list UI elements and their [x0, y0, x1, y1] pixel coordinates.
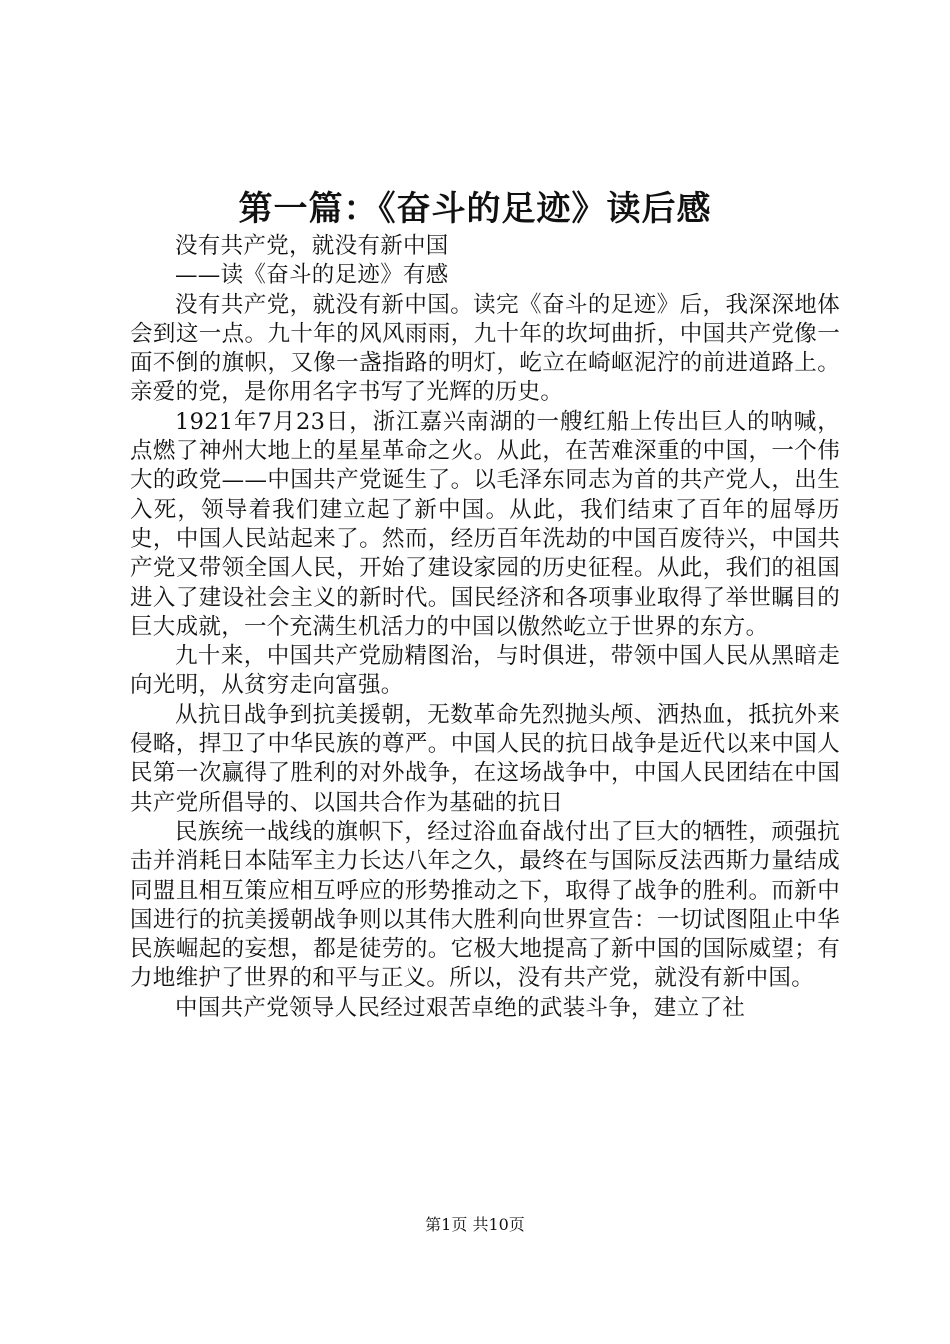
body-paragraph: 中国共产党领导人民经过艰苦卓绝的武装斗争，建立了社	[175, 994, 746, 1021]
page-footer: 第1页 共10页	[425, 1215, 525, 1234]
document-body	[130, 232, 840, 1023]
body-paragraph: 民族统一战线的旗帜下，经过浴血奋战付出了巨大的牺牲，顽强抗击并消耗日本陆军主力长达八年之久，最终在与国际反法西斯力量结成同盟且相互策应相互呼应的形势推动之下，取得了战争的胜利。而新中国进行的抗美援朝战争则以其伟大胜利向世界宣告：一切试图阻止中华民族崛起的妄想，都是徒劳的。它极大地提高了新中国的国际威望；有力地维护了世界的和平与正义。所以，没有共产党，就没有新中国。	[130, 818, 840, 992]
body-paragraph: 从抗日战争到抗美援朝，无数革命先烈抛头颅、洒热血，抵抗外来侵略，捍卫了中华民族的尊严。中国人民的抗日战争是近代以来中国人民第一次赢得了胜利的对外战争，在这场战争中，中国人民团结在中国共产党所倡导的、以国共合作为基础的抗日	[130, 701, 840, 816]
subtitle-byline: ——读《奋斗的足迹》有感	[175, 262, 449, 289]
subtitle-line: 没有共产党，就没有新中国	[175, 233, 449, 259]
body-paragraph: 1921年7月23日，浙江嘉兴南湖的一艘红船上传出巨人的呐喊，点燃了神州大地上的星星革命之火。从此，在苦难深重的中国，一个伟大的政党——中国共产党诞生了。以毛泽东同志为首的共产党人，出生入死，领导着我们建立起了新中国。从此，我们结束了百年的屈辱历史，中国人民站起来了。然而，经历百年洗劫的中国百废待兴，中国共产党又带领全国人民，开始了建设家园的历史征程。从此，我们的祖国进入了建设社会主义的新时代。国民经济和各项事业取得了举世瞩目的巨大成就，一个充满生机活力的中国以傲然屹立于世界的东方。	[130, 408, 840, 640]
body-paragraph: 没有共产党，就没有新中国。读完《奋斗的足迹》后，我深深地体会到这一点。九十年的风风雨雨，九十年的坎坷曲折，中国共产党像一面不倒的旗帜，又像一盏指路的明灯，屹立在崎岖泥泞的前进道路上。亲爱的党，是你用名字书写了光辉的历史。	[130, 291, 840, 406]
document-title: 第一篇：《奋斗的足迹》读后感	[238, 189, 712, 229]
body-paragraph: 九十来，中国共产党励精图治，与时俱进，带领中国人民从黑暗走向光明，从贫穷走向富强。	[130, 643, 840, 699]
